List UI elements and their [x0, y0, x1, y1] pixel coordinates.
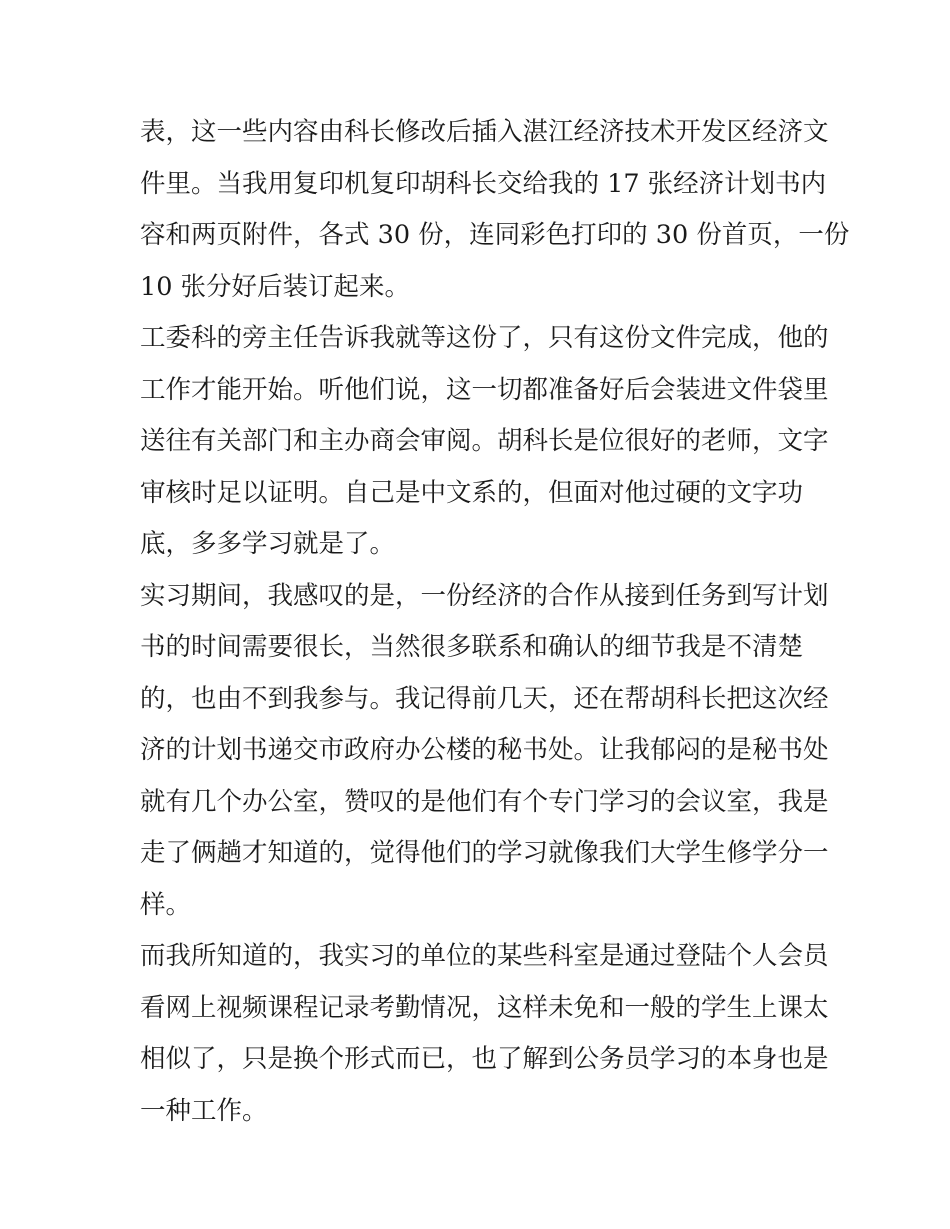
text-line: 相似了，只是换个形式而已，也了解到公务员学习的本身也是 — [140, 1044, 829, 1074]
document-body — [140, 107, 850, 1137]
text-line: 一种工作。 — [140, 1095, 268, 1126]
text-line: 样。 — [140, 889, 192, 920]
text-line: 工作才能开始。听他们说，这一切都准备好后会装进文件袋里 — [140, 374, 829, 405]
text-line: 看网上视频课程记录考勤情况，这样未免和一般的学生上课太 — [140, 992, 829, 1023]
text-line: 10 张分好后装订起来。 — [140, 271, 411, 302]
text-line: 的，也由不到我参与。我记得前几天，还在帮胡科长把这次经 — [140, 683, 829, 714]
text-line: 送往有关部门和主办商会审阅。胡科长是位很好的老师，文字 — [140, 426, 829, 456]
text-line: 济的计划书递交市政府办公楼的秘书处。让我郁闷的是秘书处 — [140, 735, 829, 765]
text-line: 而我所知道的，我实习的单位的某些科室是通过登陆个人会员 — [140, 941, 829, 971]
text-line: 就有几个办公室，赞叹的是他们有个专门学习的会议室，我是 — [140, 786, 829, 817]
text-line: 走了俩趟才知道的，觉得他们的学习就像我们大学生修学分一 — [140, 838, 829, 868]
text-line: 工委科的旁主任告诉我就等这份了，只有这份文件完成，他的 — [140, 323, 829, 353]
text-line: 件里。当我用复印机复印胡科长交给我的 17 张经济计划书内 — [140, 168, 827, 199]
text-line: 实习期间，我感叹的是，一份经济的合作从接到任务到写计划 — [140, 580, 829, 611]
text-line: 书的时间需要很长，当然很多联系和确认的细节我是不清楚 — [140, 632, 804, 662]
text-line: 底，多多学习就是了。 — [140, 529, 396, 559]
text-line: 表，这一些内容由科长修改后插入湛江经济技术开发区经济文 — [140, 117, 829, 147]
text-line: 审核时足以证明。自己是中文系的，但面对他过硬的文字功 — [140, 477, 804, 508]
text-line: 容和两页附件，各式 30 份，连同彩色打印的 30 份首页，一份 — [140, 220, 850, 250]
